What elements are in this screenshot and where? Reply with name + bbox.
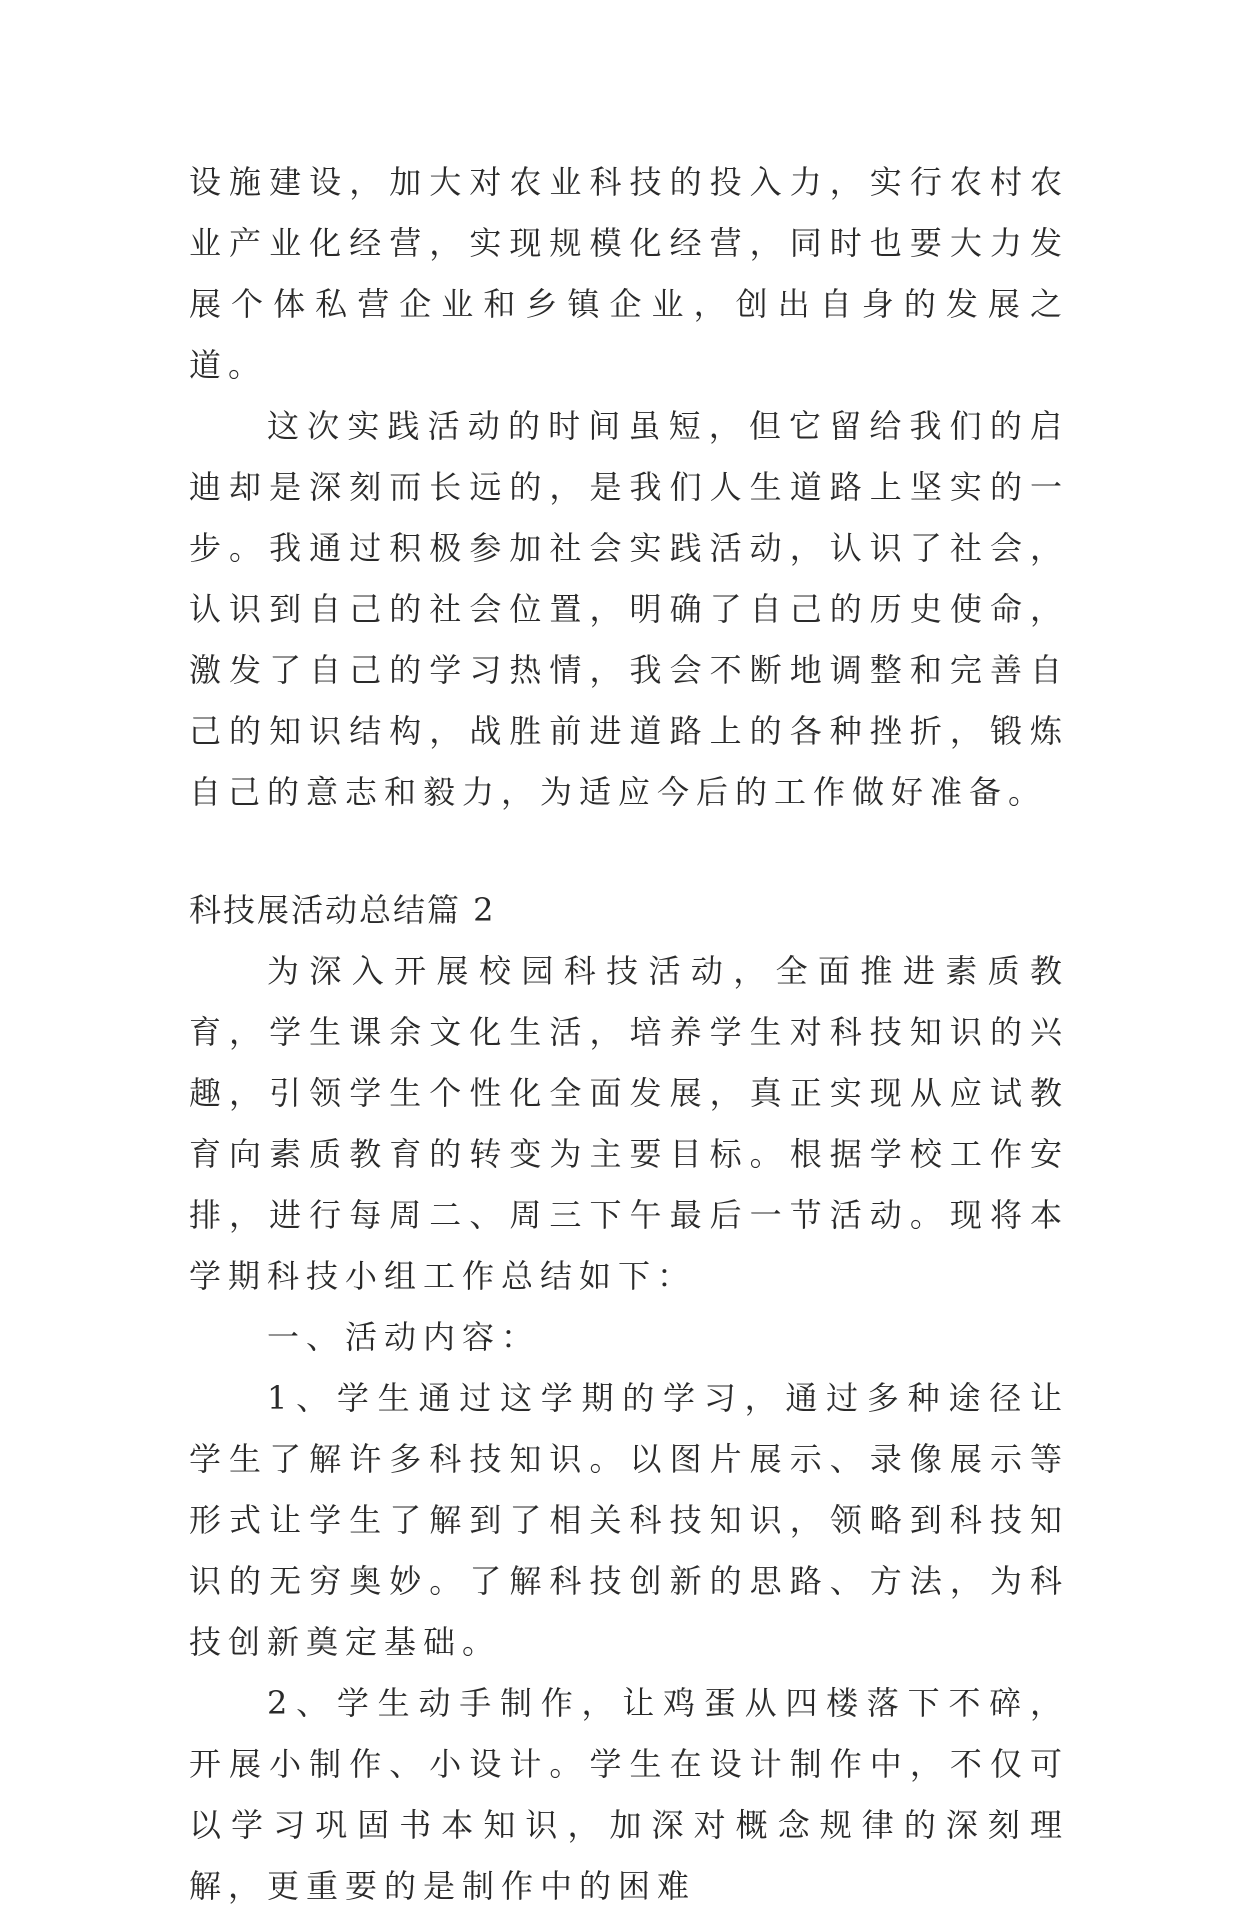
paragraph-1: 设施建设，加大对农业科技的投入力，实行农村农业产业化经营，实现规模化经营，同时也要大力发展个体私营企业和乡镇企业，创出自身的发展之道。 — [189, 163, 1069, 384]
section-heading: 科技展活动总结篇 2 — [189, 891, 496, 929]
paragraph-item-2: 2、学生动手制作，让鸡蛋从四楼落下不碎，开展小制作、小设计。学生在设计制作中，不仅可以学习巩固书本知识，加深对概念规律的深刻理解，更重要的是制作中的困难 — [189, 1684, 1069, 1905]
paragraph-3: 为深入开展校园科技活动，全面推进素质教育，学生课余文化生活，培养学生对科技知识的兴趣，引领学生个性化全面发展，真正实现从应试教育向素质教育的转变为主要目标。根据学校工作安排，进行每周二、周三下午最后一节活动。现将本学期科技小组工作总结如下： — [189, 952, 1069, 1295]
document-body — [189, 152, 1069, 1917]
section-spacer — [189, 823, 1069, 880]
subheading-activity-content: 一、活动内容： — [267, 1318, 541, 1356]
paragraph-item-1: 1、学生通过这学期的学习，通过多种途径让学生了解许多科技知识。以图片展示、录像展示等形式让学生了解到了相关科技知识，领略到科技知识的无穷奥妙。了解科技创新的思路、方法，为科技创新奠定基础。 — [189, 1379, 1069, 1661]
paragraph-2: 这次实践活动的时间虽短，但它留给我们的启迪却是深刻而长远的，是我们人生道路上坚实的一步。我通过积极参加社会实践活动，认识了社会，认识到自己的社会位置，明确了自己的历史使命，激发了自己的学习热情，我会不断地调整和完善自己的知识结构，战胜前进道路上的各种挫折，锻炼自己的意志和毅力，为适应今后的工作做好准备。 — [189, 407, 1069, 811]
